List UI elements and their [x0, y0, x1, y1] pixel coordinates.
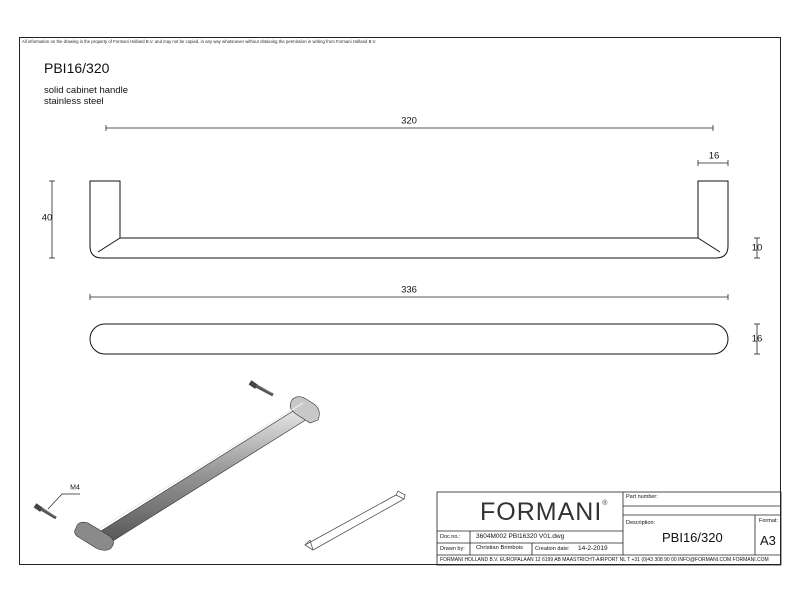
- thread-leader: [48, 494, 80, 509]
- label-10: 10: [751, 242, 763, 254]
- label-16-top: 16: [708, 150, 720, 162]
- description-value: PBI16/320: [662, 530, 723, 545]
- creation-date-value: 14-2-2019: [578, 545, 608, 552]
- description-line-1: solid cabinet handle: [44, 85, 128, 96]
- company-footer: FORMANI HOLLAND B.V. EUROPALAAN 12 6199 AB MAASTRICHT-AIRPORT NL T +31 (0)43 308 90 00 INFO@FORMANI.COM FORMANI.COM: [440, 557, 769, 563]
- handle-wireframe: [305, 491, 405, 550]
- label-40: 40: [41, 212, 53, 224]
- label-336: 336: [401, 284, 417, 296]
- part-title: PBI16/320: [44, 60, 110, 76]
- screw-bottom: [34, 503, 56, 518]
- label-16-side: 16: [751, 333, 763, 345]
- part-number-label: Part number:: [626, 494, 658, 500]
- drawn-by-value: Christian Brimbois: [476, 545, 524, 551]
- brand-logo: FORMANI®: [480, 498, 609, 526]
- label-m4: M4: [70, 484, 80, 492]
- drawn-by-label: Drawn by:: [440, 546, 465, 552]
- description-label: Description:: [626, 520, 656, 526]
- label-320: 320: [401, 115, 417, 127]
- handle-top-view: [90, 324, 728, 354]
- description-line-2: stainless steel: [44, 96, 104, 107]
- doc-no-value: 3604M002 PBI16320 V01.dwg: [476, 533, 565, 540]
- format-label: Format:: [759, 518, 778, 524]
- handle-side-view: [90, 181, 728, 258]
- handle-3d-render: [75, 397, 320, 551]
- format-value: A3: [760, 533, 776, 548]
- doc-no-label: Doc.no.:: [440, 534, 461, 540]
- creation-date-label: Creation date:: [535, 546, 570, 552]
- screw-top: [249, 380, 273, 395]
- copyright-notice: All information on the drawing is the property of Formani Holland B.V. and may not be copied, in any way whatsoever without obtaining the permission in writing from Formani Holland B.V.: [22, 39, 377, 44]
